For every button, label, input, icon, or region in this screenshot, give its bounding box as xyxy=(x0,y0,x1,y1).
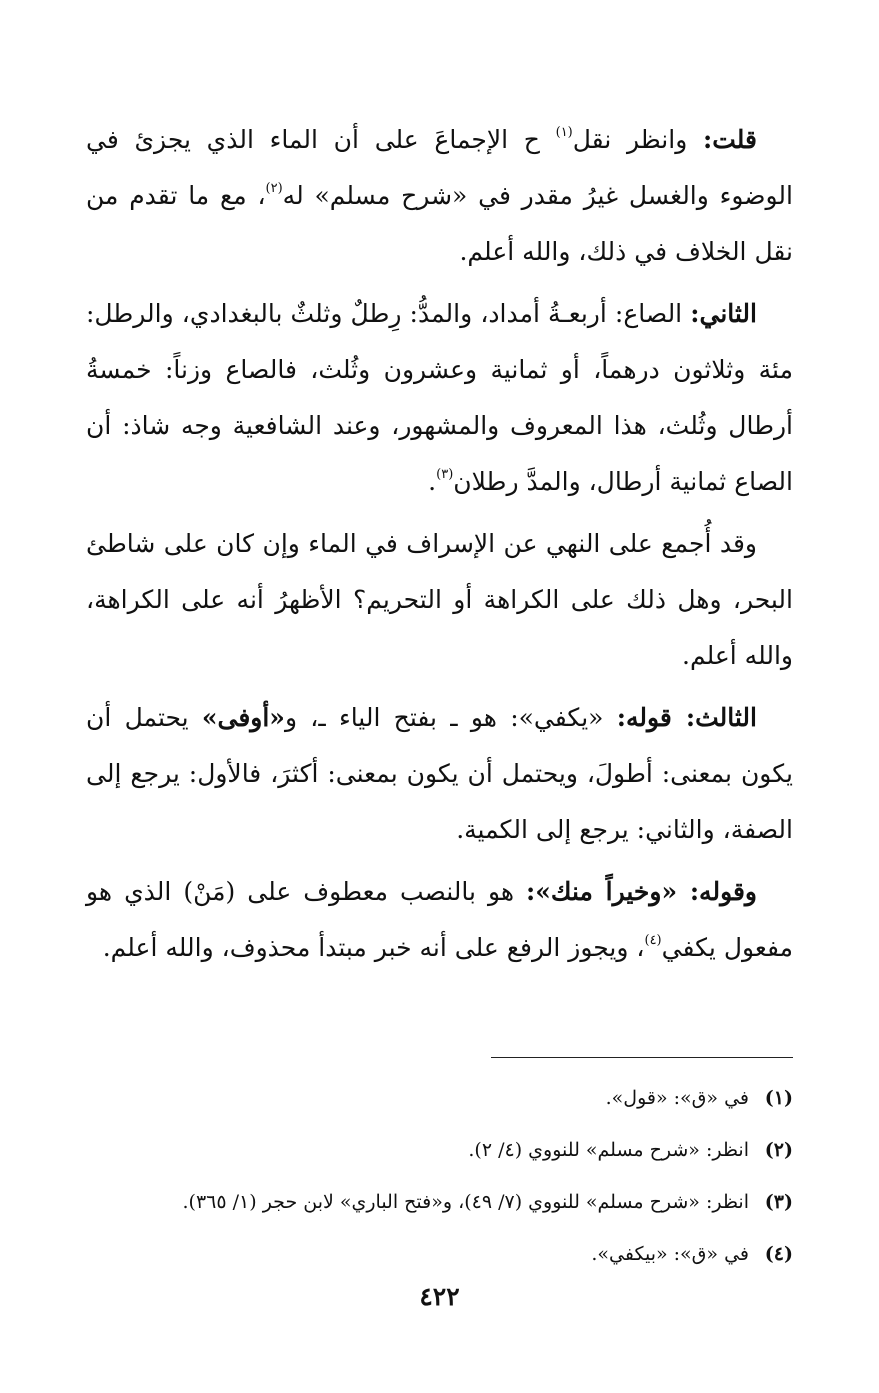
footnote-item xyxy=(86,1124,793,1176)
paragraph-bold-text: «أوفى» xyxy=(201,703,285,732)
footnote-number: (٢) xyxy=(764,1139,793,1161)
paragraph-lead: وقوله: «وخيراً منك»: xyxy=(526,877,758,906)
footnote-text: انظر: «شرح مسلم» للنووي (٤/ ٢). xyxy=(468,1139,749,1161)
footnote-ref-2[interactable]: (٢) xyxy=(265,181,283,196)
paragraph-2 xyxy=(86,286,793,510)
paragraph-text: ، ويجوز الرفع على أنه خبر مبتدأ محذوف، والله أعلم. xyxy=(102,933,645,962)
footnote-text: انظر: «شرح مسلم» للنووي (٧/ ٤٩)، و«فتح الباري» لابن حجر (١/ ٣٦٥). xyxy=(182,1191,749,1213)
paragraph-1 xyxy=(86,112,793,280)
footnote-number: (٤) xyxy=(764,1243,793,1265)
paragraph-text: وقد أُجمع على النهي عن الإسراف في الماء وإن كان على شاطئ البحر، وهل ذلك على الكراهة أو التحريم؟ الأظهرُ أنه على الكراهة، والله أعلم. xyxy=(86,529,793,670)
paragraph-lead: الثاني: xyxy=(690,299,757,328)
paragraph-5 xyxy=(86,864,793,976)
footnote-item xyxy=(86,1228,793,1280)
footnote-ref-1[interactable]: (١) xyxy=(555,125,573,140)
footnote-text: في «ق»: «بيكفي». xyxy=(591,1243,749,1265)
footnote-separator xyxy=(491,1057,793,1058)
paragraph-text: «يكفي»: هو ـ بفتح الياء ـ، و xyxy=(284,703,617,732)
footnotes xyxy=(86,1072,793,1280)
paragraph-text: وانظر نقل xyxy=(572,125,703,154)
paragraph-lead: الثالث: xyxy=(685,703,757,732)
paragraph-bold-text: قوله: xyxy=(616,703,686,732)
paragraph-text: هو بالنصب معطوف على (مَنْ) الذي هو مفعول يكفي xyxy=(86,877,793,962)
paragraph-text: الصاع: أربعـةُ أمداد، والمدُّ: رِطلٌ وثلثٌ بالبغدادي، والرطل: مئة وثلاثون درهماً، أو ثمانية وعشرون وثُلث، فالصاع وزناً: خمسةُ أرطال وثُلث، هذا المعروف والمشهور، وعند الشافعية وجه شاذ: أن الصاع ثمانية أرطال، والمدَّ رطلان xyxy=(86,299,793,496)
paragraph-text: يحتمل أن يكون بمعنى: أطولَ، ويحتمل أن يكون بمعنى: أكثرَ، فالأول: يرجع إلى الصفة، والثاني: يرجع إلى الكمية. xyxy=(86,703,793,844)
page-number: ٤٢٢ xyxy=(419,1282,460,1311)
page-body xyxy=(86,112,793,982)
footnote-number: (١) xyxy=(764,1087,793,1109)
paragraph-text: . xyxy=(428,467,437,496)
footnote-item xyxy=(86,1072,793,1124)
paragraph-text: ، مع ما تقدم من نقل الخلاف في ذلك، والله أعلم. xyxy=(86,181,793,266)
paragraph-4 xyxy=(86,690,793,858)
footnote-ref-4[interactable]: (٤) xyxy=(644,933,662,948)
paragraph-text: ح الإجماعَ على أن الماء الذي يجزئ في الوضوء والغسل غيرُ مقدر في «شرح مسلم» له xyxy=(86,125,793,210)
paragraph-3 xyxy=(86,516,793,684)
paragraph-lead: قلت: xyxy=(702,125,757,154)
footnote-number: (٣) xyxy=(764,1191,793,1213)
footnote-ref-3[interactable]: (٣) xyxy=(436,467,454,482)
footnote-text: في «ق»: «قول». xyxy=(605,1087,749,1109)
footnote-item xyxy=(86,1176,793,1228)
